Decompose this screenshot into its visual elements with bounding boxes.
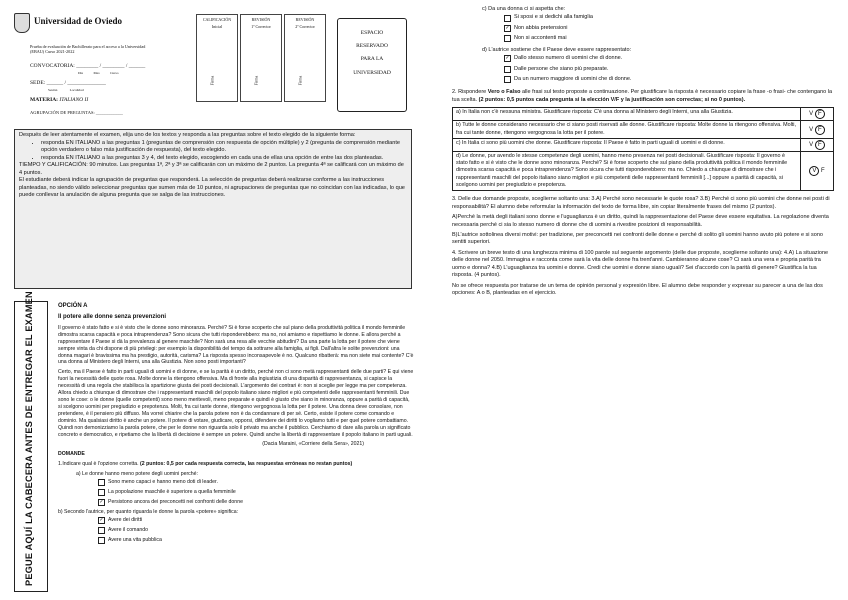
answer-circle[interactable]: F — [815, 125, 825, 135]
q1a-options — [98, 479, 414, 506]
domande-heading: DOMANDE — [58, 451, 85, 458]
vf-row: c) In Italia ci sono più uomini che donne. Giustificare risposta: Il Paese è fatto in parti uguali di uomini e di donne. V F — [453, 138, 834, 151]
text-title: Il potere alle donne senza prevenzioni — [58, 313, 167, 320]
q1c-option: Non si accontenti mai — [504, 35, 834, 42]
q4-note: No se ofrece respuesta por tratarse de un tema de opinión personal y expresión libre. El alumno debe responder y expresar su parecer a una de las dos opciones: A o B, planteadas en el ejercicio. — [452, 282, 823, 296]
sede-field[interactable]: SEDE: ______ / ______________ — [30, 80, 106, 86]
q3-answer-b: B)L'autrice sottolinea diversi motivi: per tradizione, per preconcetti nei confronti delle donne e perché di solito gli uomini hanno avuto più potere e si sono sentiti superiori. — [452, 231, 823, 246]
q3-intro: 3. Delle due domande proposte, sceglierne soltanto una: 3.A) Perché sono necessarie le quote rosa? 3.B) Perché ci sono più uomini che donne nei posti di responsabilità? El alumno debe reformular la información del texto de forma libre, sin copiar literalmente frases del mismo (2 puntos). — [452, 196, 830, 210]
q1b-option: ✓ Avere dei diritti — [99, 516, 143, 524]
q2-intro: 2. Rispondere Vero o Falso alle frasi sul testo proposte a continuazione. Per giustificare la risposta è necessario copiare la frase -o frasi- che contengano la tua scelta. (2 puntos: 0,5 puntos cada pregunta si la elección V/F y la justificación son correctas; si no 0 puntos). — [452, 89, 833, 103]
grade-box-initial[interactable]: CALIFICACIÓN Inicial Firma — [196, 14, 238, 102]
q1b-options — [98, 517, 414, 544]
q3-answer-a: A)Perché la metà degli italiani sono donne e l'uguaglianza è un diritto, quindi la rappresentazione del Paese deve essere equitativa. La regolazione diventa necessaria perché ci sia lo stesso numero di donne che di uomini a rivestire posizioni di responsabilità. — [452, 214, 829, 228]
q1d-option: ✓ Dallo stesso numero di uomini che di donne. — [505, 55, 623, 62]
grade-box-review2[interactable]: REVISIÓN 2º Corrector Firma — [284, 14, 326, 102]
sede-sub: Sesión Localidad — [48, 88, 84, 92]
agrupacion-field[interactable]: AGRUPACIÓN DE PREGUNTAS: ____________ — [30, 110, 123, 115]
q1c-options — [504, 14, 834, 42]
university-crest-icon — [14, 13, 30, 33]
materia: MATERIA: ITALIANO II — [30, 97, 89, 103]
text-para-1: Il governo è stato fatto e si è visto che le donne sono minoranza. Perché? Si è forse scoperto che sul piano della produttività politica il mondo femminile dimostra scarsa capacità e poca intraprendenza? Sono sicura che tutti risponderebbero: ma no, noi amiamo e rispettiamo le donne. E allora perché a rappresentare il Paese si dà la prevalenza al genere maschile? Non sarà una resa alle vecchie abitudini? Da una parte la lotta per il potere che viene sempre vinta da chi dispone di più privilegi: per esempio la disponibilità del tempo da sottrarre alla famiglia, ai figli. Dall'altra le solite prevenzioni: una donna magari è bravissima ma ha prestigio, autorità, carisma? La risposta spesso inconsapevole è no. Qualcuno ribatterà: ma non siete mai contente? C'è una donna al Ministero degli Interni, una alla Giustizia. Non sono posti importanti? — [58, 324, 414, 366]
grade-box-review1[interactable]: REVISIÓN 1º Corrector Firma — [240, 14, 282, 102]
q1c-option: ✓ Non abbia pretensioni — [505, 24, 568, 32]
q4-prompt: 4. Scrivere un breve testo di una lunghezza minima di 100 parole sul seguente argomento (delle due proposte, sceglierne soltanto una): 4.A) La situazione delle donne nel 2050. Immagina e racconta come sarà la vita delle donne fra trent'anni. Cambieranno alcune cose? Ci sarà una vera e propria parità tra uomo e donna? 4.B) L'uguaglianza tra uomini e donne. Credi che uomini e donne siano uguali? Sei d'accordo con la parità di genere? Giustifica la tua risposta. (4 puntos). — [452, 249, 829, 279]
answer-circle[interactable]: F — [815, 109, 825, 119]
grade-boxes — [196, 14, 328, 102]
q1d-options — [504, 55, 834, 83]
option-a: OPCIÓN A Il potere alle donne senza prevenzioni Il governo è stato fatto e si è visto che le donne sono minoranza. Perché? Si è forse scoperto che sul piano della produttività politica il mondo femminile dimostra scarsa capacità e poca intraprendenza? Sono sicura che tutti risponderebbero: ma no, noi amiamo e rispettiamo le donne. E allora perché a rappresentare il Paese si dà la prevalenza al genere maschile? Non sarà una resa alle vecchie abitudini? Da una parte la lotta per il potere che viene sempre vinta da chi dispone di più privilegi: per esempio la disponibilità del tempo da sottrarre alla famiglia, ai figli. Dall'altra le solite prevenzioni: una donna magari è bravissima ma ha prestigio, autorità, carisma? La risposta spesso inconsapevole è no. Qualcuno ribatterà: ma non siete mai contente? C'è una donna al Ministero degli Interni, una alla Giustizia. Non sono posti importanti? Certo, ma il Paese è fatto in parti uguali di uomini e di donne, e se la parità è un diritto, perché non ci sono metà rappresentanti delle due parti? E qui viene fuori la necessità delle quote rosa. Molte donne la ritengono offensiva. Ma di fronte alla ingiustizia di una disparità di rappresentanza, si capisce la necessità di una regola che stabilisca la spartizione giusta dei posti decisionali. L'argomento dei contrari è: non si sceglie per legge ma per competenza. Allora chiedo a chiunque di dimostrare che i rappresentanti maschili del popolo italiano siano migliori e più competenti delle rappresentanti femminili. Due sono le cose: o le donne (quelle competenti) sono meno meritevoli, meno preparate e quindi è giusto che siano in minoranza, oppure a parità di capacità, si scelgono uomini per pregiudizio e prepotenza. Molti, fra cui tante donne, ritengono vergognosa la lotta per il potere. Una donna deve consolare, non pretendere, è il pensiero più diffuso. Ma vorrei chiarire che la parola potere non è da condannare di per sé. Certo, esiste il potere come comando e dominio. Ma qualsiasi diritto è anche un potere. Il potere di votare, giudicare, opporsi, difendere dei diritti lo vogliamo tutti e per quel potere combattiamo. Quindi non demonizziamo la parola potere, che per le donne non riguarda solo il privato ma anche il pubblico. Cerchiamo di dare alla parola un significato concreto e democratico, e ripetiamo che la libertà di decisione è sempre un potere. Quindi anche la libertà di rappresentare il popolo italiano in parti uguali. (Dacia Maraini, «Corriere della Sera», 2021) DOMANDE 1.Indicare qual è l'opzione corretta. (2 puntos: 0,5 por cada respuesta correcta, las respuestas erróneas no restan puntos) a) Le donne hanno meno potere degli uomini perché: Sono meno capaci e hanno meno doti di leader. La popolazione maschile è superiore a quella femminile ✓ Persistono ancora dei preconcetti nei confronti delle donne b) Secondo l'autrice, per quanto riguarda le donne la parola «potere» significa: ✓ Avere dei diritti Avere il comando Avere una vita pubblica — [58, 303, 414, 544]
answer-circle[interactable]: F — [815, 140, 825, 150]
vf-row: b) Tutte le donne considerano necessario che ci siano posti riservati alle donne. Giustificare risposta: Molte donne la ritengono offensiva. Molti, fra cui tante donne, ritengono vergognosa la lotta per il potere. V F — [453, 121, 834, 139]
q1d-option: Da un numero maggiore di uomini che di donne. — [504, 76, 834, 83]
q1c-option: Si sposi e si dedichi alla famiglia — [504, 14, 834, 21]
right-column: c) Da una donna ci si aspetta che: Si sposi e si dedichi alla famiglia ✓ Non abbia pretensioni Non si accontenti mai d) L'autrice sostiene che il Paese deve essere rappresentato: ✓ Dallo stesso numero di uomini che di donne. Dalle persone che siano più preparate. Da un numero maggiore di uomini che di donne. 2. Rispondere Vero o Falso alle frasi sul testo proposte a continuazione. Per giustificare la risposta è necessario copiare la frase -o frasi- che contengano la tua scelta. (2 puntos: 0,5 puntos cada pregunta si la elección V/F y la justificación son correctas; si no 0 puntos). a) In Italia non c'è nessuna ministra. Giustificare risposta: C'è una donna al Ministero degli Interni, una alla Giustizia. V F b) Tutte le donne considerano necessario che ci siano posti riservati alle donne. Giustificare risposta: Molte donne la ritengono offensiva. Molti, fra cui tante donne, ritengono vergognosa la lotta per il potere. V F c) In Italia ci sono più uomini che donne. Giustificare risposta: Il Paese è fatto in parti uguali di uomini e di donne. V F d) Le donne, pur avendo le stesse competenze degli uomini, hanno meno presenza nei posti decisionali. Giustificare risposta: Il governo è stato fatto e si è visto che le donne sono minoranza. Perché? Si è forse scoperto che sul piano della produttività politica il mondo femminile dimostra scarsa capacità e poca intraprendenza? Sono sicura che tutti risponderebbero: ma no. Chiedo a chiunque di dimostrare che i rappresentanti maschili del popolo italiano siano migliori e più competenti delle rappresentanti femminili [...] oppure a parità di capacità, si scelgono uomini per pregiudizio e prepotenza. V F 3. Delle due domande proposte, sceglierne soltanto una: 3.A) Perché sono necessarie le quote rosa? 3.B) Perché ci sono più uomini che donne nei posti di responsabilità? El alumno debe reformular la información del texto de forma libre, sin copiar literalmente frases del mismo (2 puntos). A)Perché la metà degli italiani sono donne e l'uguaglianza è un diritto, quindi la rappresentazione del Paese deve essere equitativa. La regolazione diventa necessaria perché ci sia lo stesso numero di donne che di uomini a rivestire posizioni di responsabilità. B)L'autrice sottolinea diversi motivi: per tradizione, per preconcetti nei confronti delle donne e perché di solito gli uomini hanno avuto più potere e si sono sentiti superiori. 4. Scrivere un breve testo di una lunghezza minima di 100 parole sul seguente argomento (delle due proposte, sceglierne soltanto una): 4.A) La situazione delle donne nel 2050. Immagina e racconta come sarà la vita delle donne fra trent'anni. Cambieranno alcune cose? Ci sarà una vera e propria parità tra uomo e donna? 4.B) L'uguaglianza tra uomini e donne. Credi che uomini e donne siano uguali? Sei d'accordo con la parità di genere? Giustifica la tua risposta. (4 puntos). No se ofrece respuesta por tratarse de un tema de opinión personal y expresión libre. El alumno debe responder y expresar su parecer a una de las dos opciones: A o B, planteadas en el ejercicio. — [452, 6, 833, 296]
text-source: (Dacia Maraini, «Corriere della Sera», 2021) — [262, 441, 364, 448]
q1a-option: La popolazione maschile è superiore a quella femminile — [98, 489, 414, 496]
instructions-box: Después de leer atentamente el examen, elija uno de los textos y responda a las preguntas sobre el texto elegido de la siguiente forma: • responda EN ITALIANO a las preguntas 1 (preguntas de comprensión con respuesta de opción múltiple) y 2 (pregunta de comprensión mediante opción verdadero o falso más justificación de respuesta), del texto elegido. • responda EN ITALIANO a las preguntas 3 y 4, del texto elegido, escogiendo en cada una de ellas una opción de entre las dos planteadas. TIEMPO Y CALIFICACIÓN: 90 minutos. Las preguntas 1ª, 2ª y 3ª se calificarán con un máximo de 2 puntos. La pregunta 4ª se calificará con un máximo de 4 puntos. El estudiante deberá indicar la agrupación de preguntas que responderá. La selección de preguntas deberá realizarse conforme a las instrucciones planteadas, no siendo válido seleccionar preguntas que sumen más de 10 puntos, ni agrupaciones de preguntas que no coincidan con las indicadas, lo que puede conllevar la anulación de alguna pregunta que se salga de las instrucciones. — [14, 129, 412, 289]
vf-row: a) In Italia non c'è nessuna ministra. Giustificare risposta: C'è una donna al Ministero degli Interni, una alla Giustizia. V F — [453, 108, 834, 121]
q1b-option: Avere una vita pubblica — [98, 537, 414, 544]
q1a-option: Sono meno capaci e hanno meno doti di leader. — [98, 479, 414, 486]
vf-row: d) Le donne, pur avendo le stesse competenze degli uomini, hanno meno presenza nei posti decisionali. Giustificare risposta: Il governo è stato fatto e si è visto che le donne sono minoranza. Perché? Si è forse scoperto che sul piano della produttività politica il mondo femminile dimostra scarsa capacità e poca intraprendenza? Sono sicura che tutti risponderebbero: ma no. Chiedo a chiunque di dimostrare che i rappresentanti maschili del popolo italiano siano migliori e più competenti delle rappresentanti femminili [...] oppure a parità di capacità, si scelgono uomini per pregiudizio e prepotenza. V F — [453, 151, 834, 190]
convocatoria-sub: Día Mes Curso — [78, 71, 119, 75]
side-label: PEGUE AQUÍ LA CABECERA ANTES DE ENTREGAR EL EXAMEN — [24, 291, 34, 586]
q1a-option: ✓ Persistono ancora dei preconcetti nei confronti delle donne — [99, 499, 243, 506]
vf-table — [452, 107, 834, 191]
reserved-space: ESPACIO RESERVADO PARA LA UNIVERSIDAD — [337, 18, 407, 112]
q1b-option: Avere il comando — [98, 527, 414, 534]
convocatoria-field[interactable]: CONVOCATORIA: ________ / ________ / ______ — [30, 63, 146, 69]
university-name: Universidad de Oviedo — [34, 16, 123, 26]
exam-title: Prueba de evaluación de Bachillerato para el acceso a la Universidad (EBAU) Curso 2021-2022 — [30, 44, 146, 55]
text-para-2: Certo, ma il Paese è fatto in parti uguali di uomini e di donne, e se la parità è un diritto, perché non ci sono metà rappresentanti delle due parti? E qui viene fuori la necessità delle quote rosa. Molte donne la ritengono offensiva. Ma di fronte alla ingiustizia di una disparità di rappresentanza, si capisce la necessità di una regola che stabilisca la spartizione giusta dei posti decisionali. L'argomento dei contrari è: non si sceglie per legge ma per competenza. Allora chiedo a chiunque di dimostrare che i rappresentanti maschili del popolo italiano siano migliori e più competenti delle rappresentanti femminili. Due sono le cose: o le donne (quelle competenti) sono meno meritevoli, meno preparate e quindi è giusto che siano in minoranza, oppure a parità di capacità, si scelgono uomini per pregiudizio e prepotenza. Molti, fra cui tante donne, ritengono vergognosa la lotta per il potere. Una donna deve consolare, non pretendere, è il pensiero più diffuso. Ma vorrei chiarire che la parola potere non è da condannare di per sé. Certo, esiste il potere come comando e dominio. Ma qualsiasi diritto è anche un potere. Il potere di votare, giudicare, opporsi, difendere dei diritti lo vogliamo tutti e per quel potere combattiamo. Quindi non demonizziamo la parola potere, che per le donne non riguarda solo il privato ma anche il pubblico. Cerchiamo di dare alla parola un significato concreto e democratico, e ripetiamo che la libertà di decisione è sempre un potere. Quindi anche la libertà di rappresentare il popolo italiano in parti uguali. — [58, 369, 414, 438]
answer-circle[interactable]: V — [809, 166, 819, 176]
q1d-option: Dalle persone che siano più preparate. — [504, 66, 834, 73]
option-title: OPCIÓN A — [58, 303, 88, 309]
